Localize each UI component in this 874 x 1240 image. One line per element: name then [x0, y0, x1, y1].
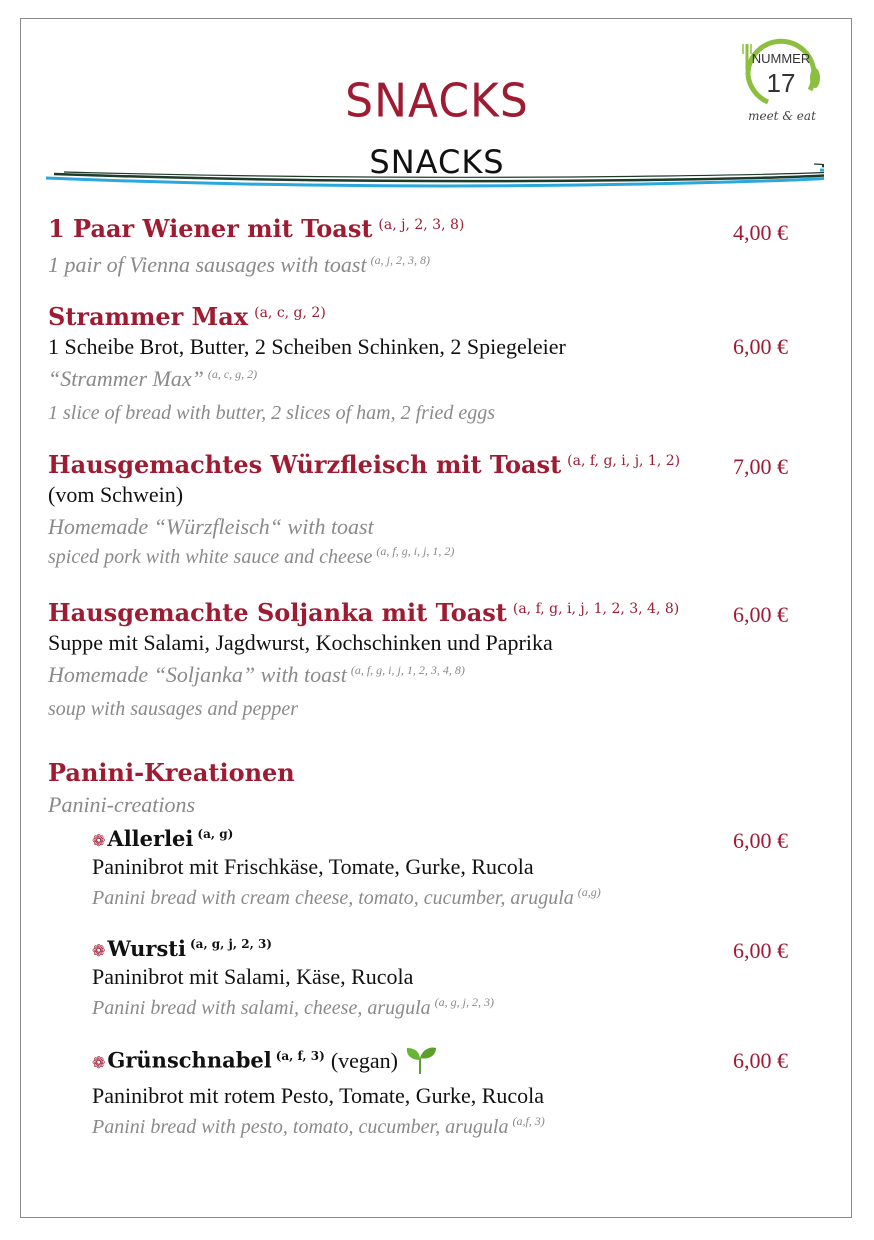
leaf-icon — [404, 1046, 438, 1080]
panini-item-wursti — [92, 936, 788, 1025]
item-allergens: (a, c, g, 2) — [254, 305, 326, 321]
page-title-de: SNACKS — [345, 74, 529, 129]
item-allergens: (a, f, g, i, j, 1, 2) — [567, 453, 681, 469]
item-english-allergens: (a, g, j, 2, 3) — [434, 995, 494, 1009]
item-description: (vom Schwein) — [48, 482, 184, 507]
item-english-allergens: (a,g) — [577, 885, 601, 899]
item-english: Panini bread with salami, cheese, arugula — [92, 997, 431, 1019]
item-allergens: (a, f, 3) — [275, 1048, 325, 1063]
item-name: Hausgemachte Soljanka mit Toast — [48, 598, 507, 627]
menu-item-soljanka — [48, 598, 788, 724]
item-name: Hausgemachtes Würzfleisch mit Toast — [48, 450, 562, 479]
flower-icon: ❁ — [92, 1052, 106, 1072]
item-price: 6,00 € — [733, 1048, 788, 1073]
page-title-en: SNACKS — [369, 143, 505, 181]
item-english: Homemade “Würzfleisch“ with toast — [48, 514, 374, 539]
item-price: 7,00 € — [733, 454, 788, 479]
item-price: 6,00 € — [733, 334, 788, 359]
item-description: Paninibrot mit rotem Pesto, Tomate, Gurke, Rucola — [92, 1083, 545, 1108]
panini-heading-en: Panini-creations — [48, 792, 196, 817]
menu-item-wiener — [48, 214, 788, 284]
item-name: Grünschnabel — [107, 1047, 272, 1073]
panini-item-gruenschnabel — [92, 1046, 788, 1144]
item-english-allergens: (a, c, g, 2) — [207, 367, 258, 381]
item-english-desc: 1 slice of bread with butter, 2 slices of ham, 2 fried eggs — [48, 402, 496, 424]
logo-top-text: NUMMER — [751, 51, 811, 66]
menu-item-strammer-max — [48, 302, 788, 428]
item-price: 6,00 € — [733, 602, 788, 627]
item-english: “Strammer Max” — [48, 366, 204, 391]
item-english-desc: soup with sausages and pepper — [48, 698, 298, 720]
item-description: Paninibrot mit Frischkäse, Tomate, Gurke, Rucola — [92, 854, 534, 879]
item-allergens: (a, f, g, i, j, 1, 2, 3, 4, 8) — [512, 601, 680, 617]
item-allergens: (a, j, 2, 3, 8) — [378, 217, 465, 233]
item-english: Panini bread with cream cheese, tomato, cucumber, arugula — [92, 887, 574, 909]
panini-heading: Panini-Kreationen — [48, 758, 295, 787]
flower-icon: ❁ — [92, 941, 106, 960]
item-english-desc: spiced pork with white sauce and cheese — [48, 546, 373, 568]
item-english-allergens: (a, f, g, i, j, 1, 2) — [376, 544, 455, 558]
item-price: 6,00 € — [733, 938, 788, 963]
item-allergens: (a, g) — [197, 827, 234, 841]
item-english: Homemade “Soljanka” with toast — [48, 662, 347, 687]
item-name: Allerlei — [107, 826, 194, 851]
item-description: Paninibrot mit Salami, Käse, Rucola — [92, 964, 414, 989]
item-description: 1 Scheibe Brot, Butter, 2 Scheiben Schinken, 2 Spiegeleier — [48, 334, 566, 359]
swoosh-divider — [44, 160, 824, 200]
item-english: Panini bread with pesto, tomato, cucumber, arugula — [92, 1116, 509, 1138]
flower-icon: ❁ — [92, 831, 106, 850]
item-name: 1 Paar Wiener mit Toast — [48, 214, 373, 243]
item-price: 4,00 € — [733, 220, 788, 245]
item-name: Strammer Max — [48, 302, 249, 331]
item-name: Wursti — [107, 936, 186, 961]
item-english-allergens: (a,f, 3) — [512, 1114, 545, 1128]
item-allergens: (a, g, j, 2, 3) — [189, 937, 272, 951]
menu-item-wuerzfleisch — [48, 450, 788, 574]
item-english-allergens: (a, j, 2, 3, 8) — [370, 253, 430, 267]
panini-item-allerlei — [92, 826, 788, 915]
item-english-allergens: (a, f, g, i, j, 1, 2, 3, 4, 8) — [350, 663, 465, 677]
item-english: 1 pair of Vienna sausages with toast — [48, 252, 367, 277]
logo-number: 17 — [766, 68, 796, 98]
logo-tagline: meet & eat — [748, 109, 816, 123]
item-description: Suppe mit Salami, Jagdwurst, Kochschinken und Paprika — [48, 630, 553, 655]
panini-section-heading — [48, 758, 788, 820]
item-price: 6,00 € — [733, 828, 788, 853]
vegan-label: (vegan) — [330, 1047, 398, 1073]
